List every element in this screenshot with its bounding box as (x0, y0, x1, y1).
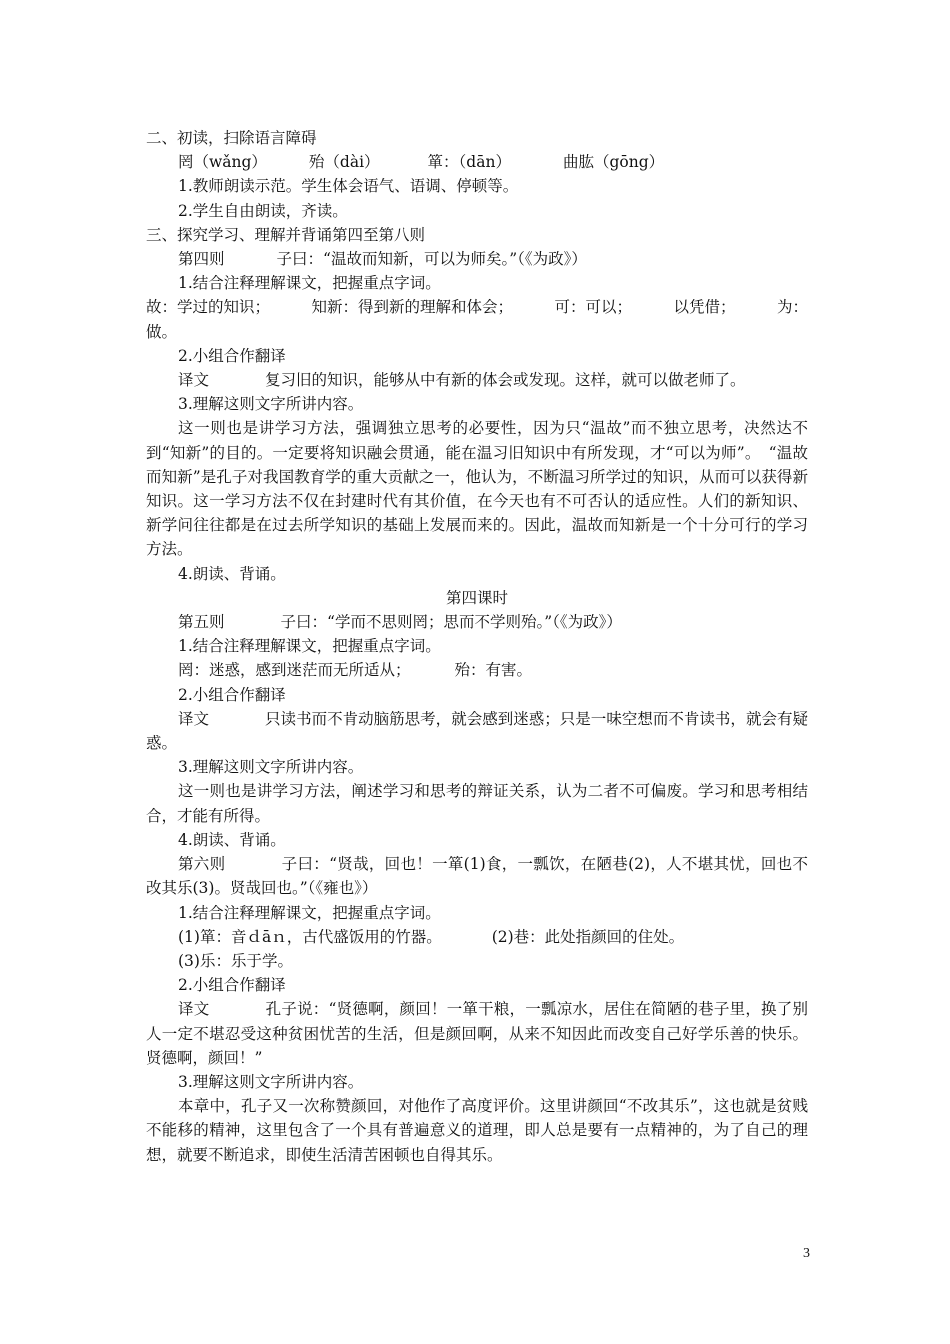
explanation-paragraph: 这一则也是讲学习方法，强调独立思考的必要性，因为只“温故”而不独立思考，决然达不到“知新”的目的。一定要将知识融会贯通，能在温习旧知识中有所发现，才“可以为师”。 “温故而知新”是孔子对我国教育学的重大贡献之一，他认为，不断温习所学过的知识，从而可以获得新知识。这一学习方法不仅在封建时代有其价值，在今天也有不可否认的适应性。人们的新知识、新学问往往都是在过去所学知识的基础上发展而来的。因此，温故而知新是一个十分可行的学习方法。 (146, 419, 808, 559)
translation-text: 复习旧的知识，能够从中有新的体会或发现。这样，就可以做老师了。 (265, 371, 746, 390)
step-item: 2.学生自由朗读，齐读。 (178, 201, 348, 220)
annotation-item: 殆：有害。 (454, 661, 533, 680)
annotation-item: 可：可以； (554, 298, 632, 317)
passage-label: 第五则 (178, 613, 225, 632)
pronunciation-line (146, 150, 808, 174)
step-item: 1.结合注释理解课文，把握重点字词。 (178, 637, 441, 656)
translation-paragraph (146, 707, 808, 755)
explanation-paragraph: 这一则也是讲学习方法，阐述学习和思考的辩证关系，认为二者不可偏废。学习和思考相结合，才能有所得。 (146, 782, 808, 825)
step-item: 1.结合注释理解课文，把握重点字词。 (178, 903, 441, 922)
translation-label: 译文 (178, 709, 210, 728)
annotation-item: (2)巷：此处指颜回的住处。 (491, 927, 685, 946)
section-heading-3: 三、探究学习、理解并背诵第四至第八则 (146, 225, 426, 244)
explanation-paragraph: 本章中，孔子又一次称赞颜回，对他作了高度评价。这里讲颜回“不改其乐”，这也就是贫贱不能移的精神，这里包含了一个具有普遍意义的道理，即人总是要有一点精神的，为了自己的理想，就要不断追求，即使生活清苦困顿也自得其乐。 (146, 1097, 808, 1164)
translation-label: 译文 (178, 371, 210, 390)
passage-text: 子曰：“学而不思则罔；思而不学则殆。”（《为政》） (280, 613, 622, 632)
passage-line (146, 247, 808, 271)
step-item: 3.理解这则文字所讲内容。 (178, 395, 364, 414)
pron-dan: 箪：（dān） (427, 153, 511, 172)
pron-gong: 曲肱（gōng） (562, 153, 665, 172)
step-item: 3.理解这则文字所讲内容。 (178, 1072, 364, 1091)
passage-label: 第六则 (178, 855, 226, 874)
passage-line (146, 610, 808, 634)
pron-dai: 殆（dài） (308, 153, 380, 172)
annotation-item: (1)箪：音ｄāｎ，古代盛饭用的竹器。 (178, 927, 442, 946)
step-item: 4.朗读、背诵。 (178, 564, 286, 583)
annotation-line (146, 925, 808, 949)
passage-text: 子曰：“温故而知新，可以为师矣。”（《为政》） (276, 250, 587, 269)
step-item: 3.理解这则文字所讲内容。 (178, 758, 364, 777)
step-item: 2.小组合作翻译 (178, 346, 286, 365)
translation-line (146, 368, 808, 392)
step-item: 1.教师朗读示范。学生体会语气、语调、停顿等。 (178, 177, 519, 196)
translation-paragraph (146, 997, 808, 1070)
translation-label: 译文 (178, 1000, 210, 1019)
translation-text: 只读书而不肯动脑筋思考，就会感到迷惑；只是一味空想而不肯读书，就会有疑惑。 (146, 709, 808, 753)
annotation-item: 罔：迷惑，感到迷茫而无所适从； (178, 661, 411, 680)
passage-paragraph (146, 852, 808, 900)
lesson-heading: 第四课时 (445, 588, 508, 607)
translation-text: 孔子说：“贤德啊，颜回！一箪干粮，一瓢凉水，居住在简陋的巷子里，换了别人一定不堪忍受这种贫困忧苦的生活，但是颜回啊，从来不知因此而改变自己好学乐善的快乐。贤德啊，颜回！” (146, 1000, 808, 1067)
annotation-line (146, 658, 808, 682)
step-item: 2.小组合作翻译 (178, 685, 286, 704)
document-page (146, 126, 808, 1167)
annotation-item: 以凭借； (673, 298, 736, 317)
passage-text: 子曰：“贤哉，回也！一箪(1)食，一瓢饮，在陋巷(2)，人不堪其忧，回也不改其乐(3)。贤哉回也。”（《雍也》） (146, 855, 808, 898)
annotation-continuation: 做。 (146, 322, 178, 341)
section-heading-2: 二、初读，扫除语言障碍 (146, 129, 317, 147)
pron-wang: 罔（wǎng） (178, 153, 267, 172)
step-item: 1.结合注释理解课文，把握重点字词。 (178, 274, 441, 293)
step-item: 4.朗读、背诵。 (178, 830, 286, 849)
annotation-item: 知新：得到新的理解和体会； (311, 298, 513, 317)
annotation-item: 故：学过的知识； (146, 298, 271, 317)
passage-label: 第四则 (178, 250, 225, 269)
step-item: 2.小组合作翻译 (178, 976, 286, 995)
page-number: 3 (803, 1246, 810, 1261)
annotation-item: 为： (776, 298, 808, 317)
annotation-line (146, 295, 808, 319)
annotation-item: (3)乐：乐于学。 (178, 951, 293, 970)
